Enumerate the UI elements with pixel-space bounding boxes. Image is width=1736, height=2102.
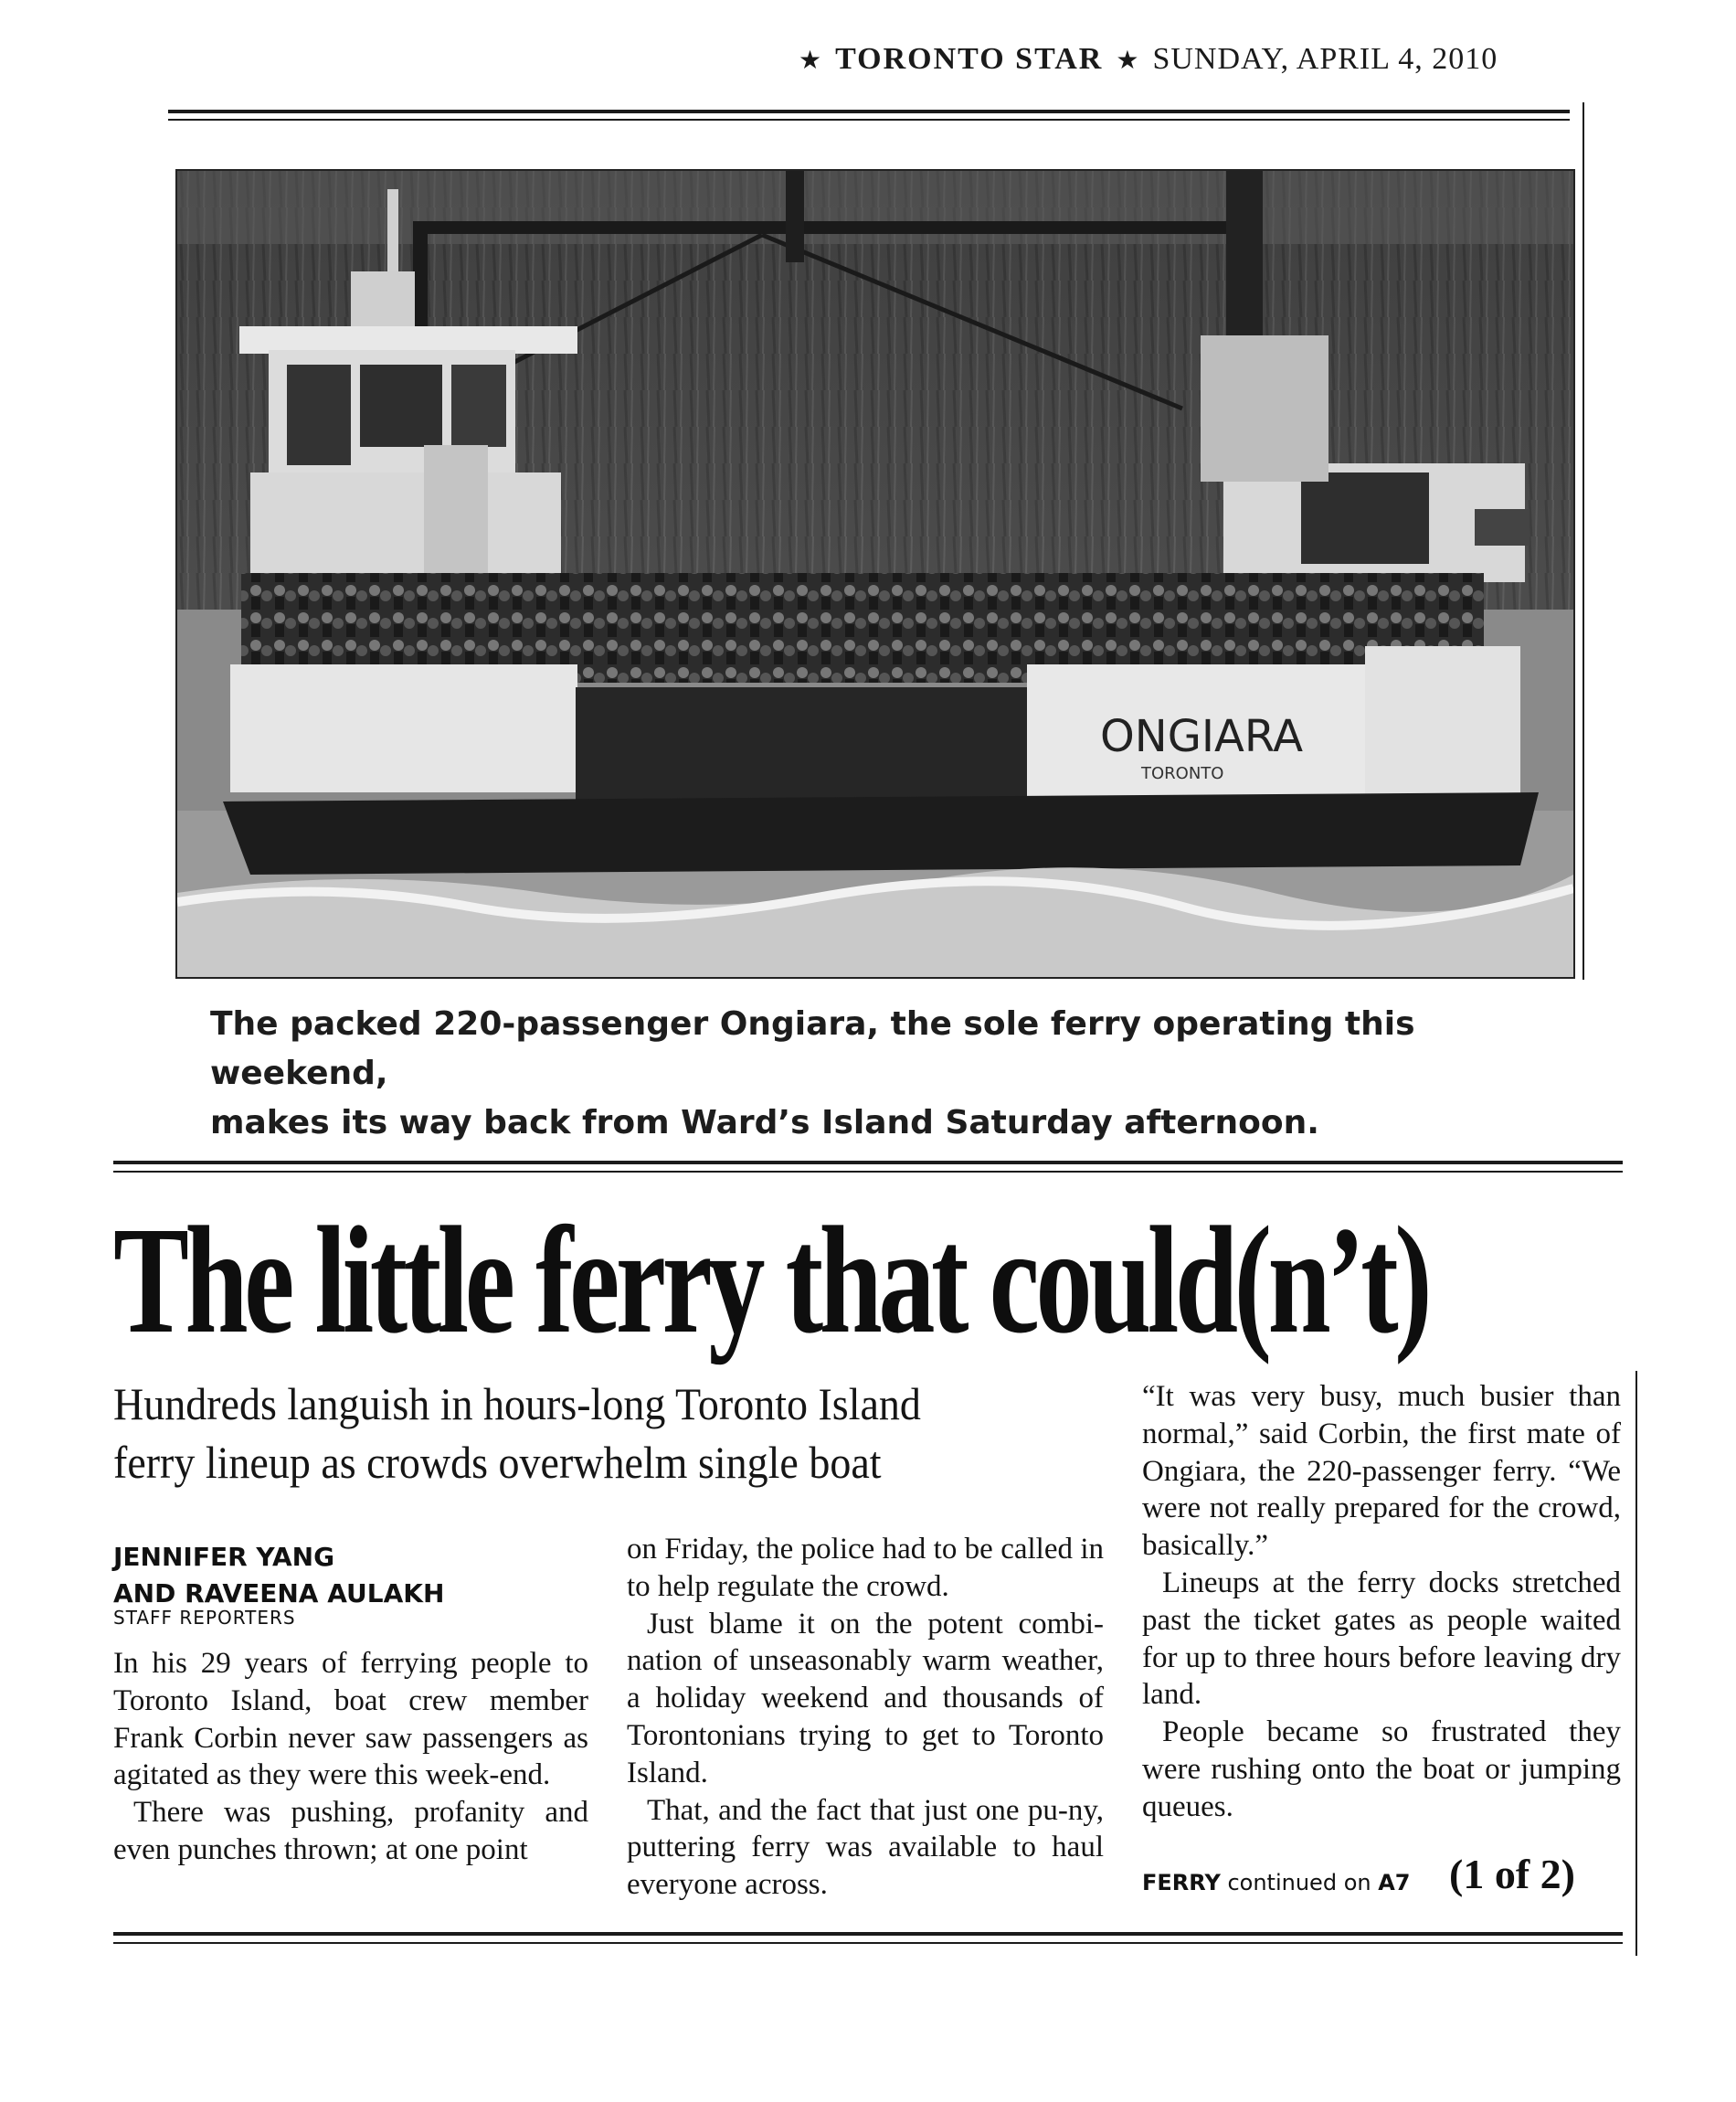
deck-subheadline [113, 1375, 1021, 1492]
bottom-rule-thick [113, 1932, 1623, 1936]
headline: The little ferry that could(n’t) [113, 1195, 1429, 1365]
paragraph: That, and the fact that just one pu-ny, puttering ferry was available to haul everyone across. [627, 1793, 1104, 1902]
paragraph: In his 29 years of ferrying people to Toronto Island, boat crew member Frank Corbin never saw passengers as agitated as they were this week-end. [113, 1647, 588, 1792]
jump-keyword: FERRY [1142, 1870, 1221, 1895]
column-rule-right-story [1635, 1371, 1637, 1956]
paragraph: Lineups at the ferry docks stretched past the ticket gates as people waited for up to three hours before leaving dry land. [1142, 1566, 1621, 1712]
jump-page: A7 [1378, 1870, 1411, 1895]
top-rule-thin [168, 119, 1570, 121]
ferry-photo [175, 169, 1575, 979]
deck-line: Hundreds languish in hours-long Toronto Island [113, 1378, 921, 1429]
paragraph: on Friday, the police had to be called in to help regulate the crowd. [627, 1533, 1104, 1603]
masthead [786, 42, 1553, 88]
boat-home-label: TORONTO [1141, 764, 1224, 783]
newspaper-name: TORONTO STAR [835, 42, 1104, 76]
boat-name-label: ONGIARA [1100, 711, 1304, 762]
jump-text: continued on [1227, 1870, 1371, 1895]
paragraph: Just blame it on the potent combi-nation of unseasonably warm weather, a holiday weekend and thousands of Torontonians trying to get to Toronto Island. [627, 1607, 1104, 1789]
author-name: AND RAVEENA AULAKH [113, 1578, 445, 1608]
star-icon: ★ [1116, 47, 1140, 75]
byline [113, 1539, 625, 1612]
article-column-3 [1142, 1378, 1621, 1826]
article-column-2 [627, 1531, 1104, 1904]
issue-date: SUNDAY, APRIL 4, 2010 [1152, 42, 1498, 76]
page-count-marker: (1 of 2) [1449, 1851, 1575, 1897]
paragraph: There was pushing, profanity and even punches thrown; at one point [113, 1796, 588, 1866]
paragraph: “It was very busy, much busier than normal,” said Corbin, the first mate of Ongiara, the 220-passenger ferry. “We were not really prepared for the crowd, basically.” [1142, 1380, 1621, 1563]
caption-line: The packed 220-passenger Ongiara, the sole ferry operating this weekend, [210, 1005, 1415, 1092]
author-name: JENNIFER YANG [113, 1542, 335, 1572]
story-rule-thin [113, 1171, 1623, 1173]
bottom-rule-thin [113, 1942, 1623, 1944]
continuation-jump [1142, 1870, 1411, 1895]
column-rule-right-top [1583, 102, 1584, 980]
photo-caption [210, 1000, 1562, 1148]
deck-line: ferry lineup as crowds overwhelm single boat [113, 1437, 882, 1488]
star-icon: ★ [799, 47, 823, 75]
paragraph: People became so frustrated they were rushing onto the boat or jumping queues. [1142, 1715, 1621, 1823]
story-rule-thick [113, 1161, 1623, 1164]
article-column-1 [113, 1645, 588, 1869]
byline-role: STAFF REPORTERS [113, 1607, 296, 1629]
top-rule-thick [168, 110, 1570, 113]
caption-line: makes its way back from Ward’s Island Saturday afternoon. [210, 1104, 1319, 1141]
